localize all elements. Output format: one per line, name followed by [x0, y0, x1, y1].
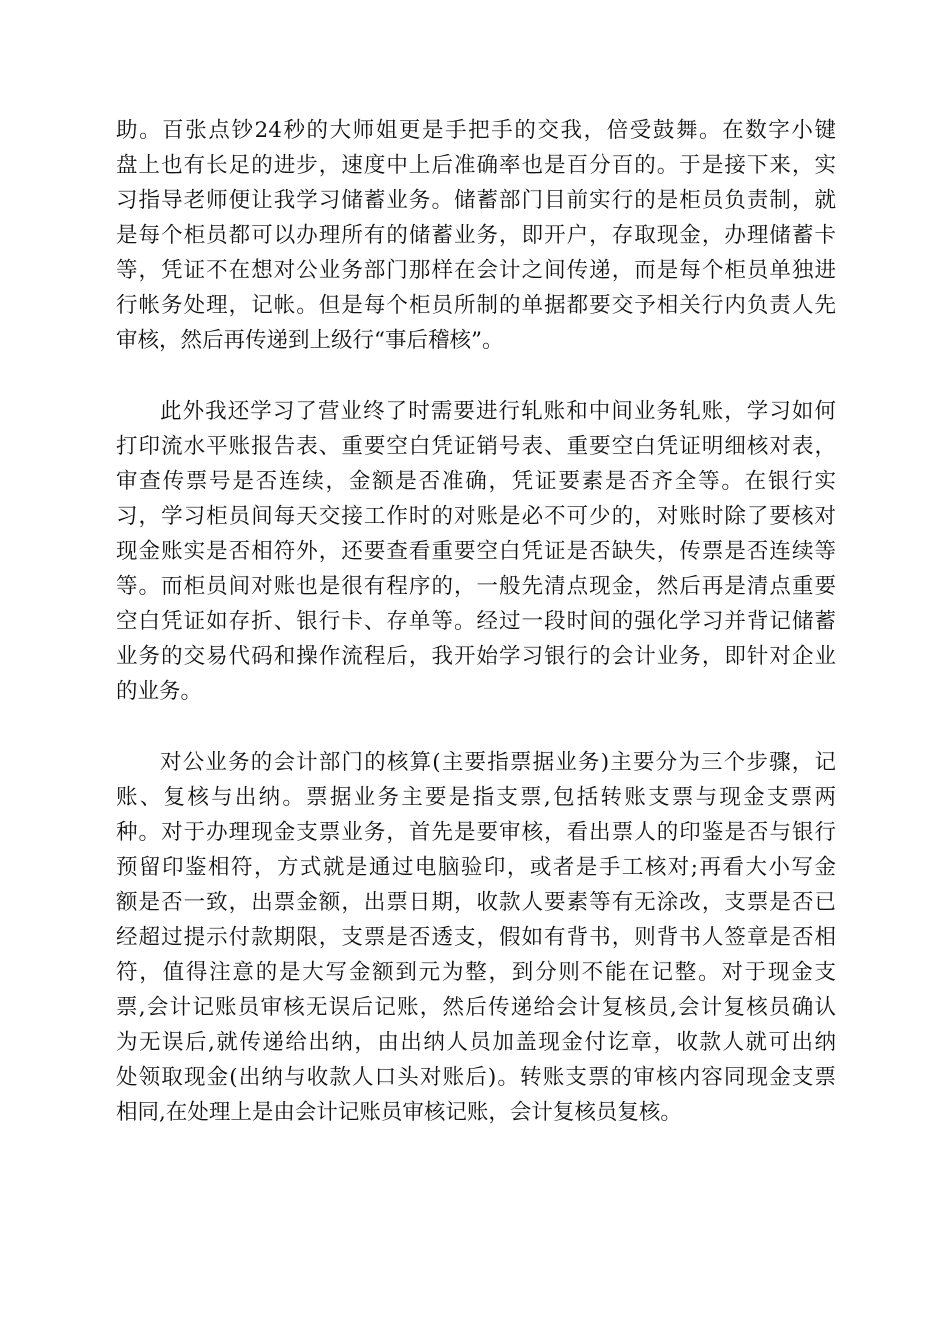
- paragraph-line: 是每个柜员都可以办理所有的储蓄业务，即开户，存取现金，办理储蓄卡: [116, 223, 836, 248]
- paragraph-line: 助。百张点钞24秒的大师姐更是手把手的交我，倍受鼓舞。在数字小键: [116, 118, 836, 143]
- paragraph-line: 审查传票号是否连续，金额是否准确，凭证要素是否齐全等。在银行实: [116, 469, 836, 494]
- paragraph-line: 预留印鉴相符，方式就是通过电脑验印，或者是手工核对;再看大小写金: [116, 855, 836, 880]
- paragraph-line: 为无误后,就传递给出纳，由出纳人员加盖现金付讫章，收款人就可出纳: [116, 1030, 836, 1055]
- paragraph-line: 的业务。: [116, 679, 203, 704]
- paragraph-line: 对公业务的会计部门的核算(主要指票据业务)主要分为三个步骤，记: [160, 750, 836, 775]
- paragraph-line: 习，学习柜员间每天交接工作时的对账是必不可少的，对账时除了要核对: [116, 504, 836, 529]
- paragraph-line: 经超过提示付款期限，支票是否透支，假如有背书，则背书人签章是否相: [116, 925, 836, 950]
- paragraph-line: 现金账实是否相符外，还要查看重要空白凭证是否缺失，传票是否连续等: [116, 539, 836, 564]
- paragraph-line: 审核，然后再传递到上级行“事后稽核”。: [116, 328, 504, 353]
- paragraph-line: 相同,在处理上是由会计记账员审核记账，会计复核员复核。: [116, 1100, 682, 1125]
- paragraph-line: 此外我还学习了营业终了时需要进行轧账和中间业务轧账，学习如何: [160, 399, 836, 424]
- paragraph-line: 空白凭证如存折、银行卡、存单等。经过一段时间的强化学习并背记储蓄: [116, 609, 836, 634]
- paragraph-line: 额是否一致，出票金额，出票日期，收款人要素等有无涂改，支票是否已: [116, 890, 836, 915]
- paragraph-line: 盘上也有长足的进步，速度中上后准确率也是百分百的。于是接下来，实: [116, 153, 836, 178]
- paragraph-line: 打印流水平账报告表、重要空白凭证销号表、重要空白凭证明细核对表，: [116, 434, 836, 459]
- paragraph-line: 符，值得注意的是大写金额到元为整，到分则不能在记整。对于现金支: [116, 960, 836, 985]
- paragraph-line: 业务的交易代码和操作流程后，我开始学习银行的会计业务，即针对企业: [116, 644, 836, 669]
- paragraph-line: 行帐务处理，记帐。但是每个柜员所制的单据都要交予相关行内负责人先: [116, 293, 836, 318]
- paragraph-line: 等。而柜员间对账也是很有程序的，一般先清点现金，然后再是清点重要: [116, 574, 836, 599]
- paragraph-line: 等，凭证不在想对公业务部门那样在会计之间传递，而是每个柜员单独进: [116, 258, 836, 283]
- paragraph-line: 种。对于办理现金支票业务，首先是要审核，看出票人的印鉴是否与银行: [116, 820, 836, 845]
- paragraph-line: 习指导老师便让我学习储蓄业务。储蓄部门目前实行的是柜员负责制，就: [116, 188, 836, 213]
- paragraph-line: 票,会计记账员审核无误后记账，然后传递给会计复核员,会计复核员确认: [116, 995, 836, 1020]
- paragraph-line: 账、复核与出纳。票据业务主要是指支票,包括转账支票与现金支票两: [116, 785, 836, 810]
- paragraph-line: 处领取现金(出纳与收款人口头对账后)。转账支票的审核内容同现金支票: [116, 1065, 836, 1090]
